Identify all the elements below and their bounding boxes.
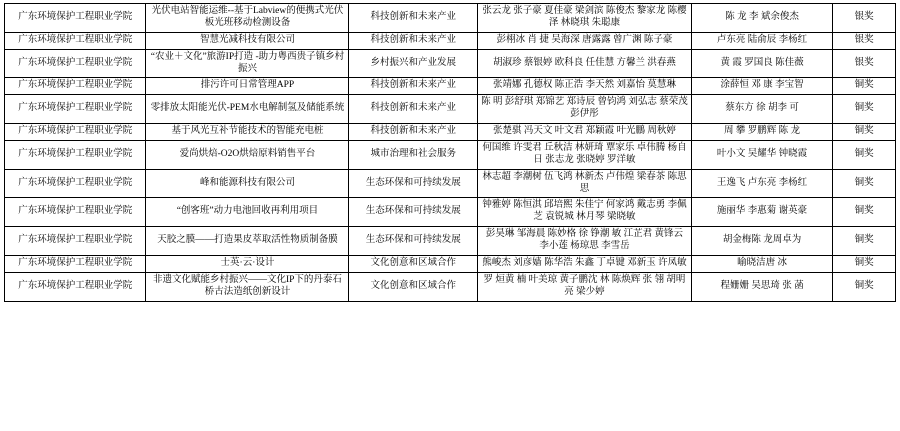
cell-teachers: 蔡东方 徐 胡李 可 — [691, 95, 832, 124]
cell-track: 文化创意和区域合作 — [349, 255, 478, 272]
cell-teachers: 涂薛恒 邓 康 李宝智 — [691, 78, 832, 95]
award-table — [4, 3, 896, 302]
cell-school: 广东环境保护工程职业学院 — [5, 78, 146, 95]
cell-students: 彭栩冰 肖 捷 吴海深 唐露露 曾广渊 陈子豪 — [478, 32, 692, 49]
cell-project: 非遗文化赋能乡村振兴——文化IP下的丹泰石桥古法造纸创新设计 — [146, 272, 349, 301]
table-row — [5, 140, 896, 169]
cell-project: 零排放太阳能光伏-PEM水电解制氢及储能系统 — [146, 95, 349, 124]
cell-students: 何国维 许雯君 丘秋洁 林妍琦 覃家乐 卓伟腾 杨自日 张志龙 张晓婷 罗洋敏 — [478, 140, 692, 169]
cell-students: 罗 烜黄 楠 叶美琼 黄子鹏沈 林 陈焕辉 张 翎 胡明亮 梁少婷 — [478, 272, 692, 301]
cell-teachers: 施丽华 李惠菊 谢英豪 — [691, 198, 832, 227]
cell-school: 广东环境保护工程职业学院 — [5, 95, 146, 124]
cell-award: 铜奖 — [833, 124, 896, 141]
cell-teachers: 程姗姗 吴思琦 张 菡 — [691, 272, 832, 301]
cell-project: 基于风光互补节能技术的智能充电桩 — [146, 124, 349, 141]
table-row — [5, 4, 896, 33]
cell-project: 士英·云·设计 — [146, 255, 349, 272]
cell-teachers: 黄 霞 罗国良 陈佳薇 — [691, 49, 832, 78]
cell-school: 广东环境保护工程职业学院 — [5, 169, 146, 198]
cell-school: 广东环境保护工程职业学院 — [5, 227, 146, 256]
table-row — [5, 198, 896, 227]
table-row — [5, 169, 896, 198]
cell-award: 铜奖 — [833, 198, 896, 227]
cell-teachers: 叶小文 吴耀华 钟晓霞 — [691, 140, 832, 169]
cell-project: 排污许可日常管理APP — [146, 78, 349, 95]
cell-students: 张靖娜 孔德权 陈正浩 李天然 刘嘉怡 莫慧琳 — [478, 78, 692, 95]
cell-students: 陈 明 彭舒琪 郑锦艺 郑诗辰 曾钧鸿 刘弘志 蔡荣茂 彭伊彤 — [478, 95, 692, 124]
cell-students: 彭昊琳 邹海晨 陈妙格 徐 铮潮 敏 江芷君 黄锋云 李小莲 杨琼思 李雪岳 — [478, 227, 692, 256]
cell-project: 光伏电站智能运维--基于Labview的便携式光伏板光班移动检测设备 — [146, 4, 349, 33]
cell-school: 广东环境保护工程职业学院 — [5, 255, 146, 272]
cell-award: 铜奖 — [833, 78, 896, 95]
cell-school: 广东环境保护工程职业学院 — [5, 140, 146, 169]
cell-track: 科技创新和未来产业 — [349, 4, 478, 33]
table-row — [5, 255, 896, 272]
table-row — [5, 95, 896, 124]
cell-track: 科技创新和未来产业 — [349, 78, 478, 95]
cell-project: “创客班”动力电池回收再利用项目 — [146, 198, 349, 227]
cell-school: 广东环境保护工程职业学院 — [5, 124, 146, 141]
cell-award: 铜奖 — [833, 227, 896, 256]
cell-project: “农业＋文化”旅游IP打造 -助力粤西贵子镇乡村振兴 — [146, 49, 349, 78]
cell-students: 张云龙 张子豪 夏佳豪 梁剑滨 陈俊杰 黎家龙 陈樱泽 林晓琪 朱聪康 — [478, 4, 692, 33]
cell-project: 爱尚烘焙-O2O烘焙原料销售平台 — [146, 140, 349, 169]
cell-track: 乡村振兴和产业发展 — [349, 49, 478, 78]
cell-track: 城市治理和社会服务 — [349, 140, 478, 169]
cell-school: 广东环境保护工程职业学院 — [5, 272, 146, 301]
cell-school: 广东环境保护工程职业学院 — [5, 4, 146, 33]
cell-award: 铜奖 — [833, 140, 896, 169]
cell-school: 广东环境保护工程职业学院 — [5, 49, 146, 78]
table-row — [5, 32, 896, 49]
cell-students: 熊峻杰 刘彦嫱 陈华浩 朱鑫 丁卓键 邓新玉 许凤敏 — [478, 255, 692, 272]
cell-teachers: 胡金梅陈 龙周卓为 — [691, 227, 832, 256]
table-row — [5, 272, 896, 301]
cell-project: 天胶之膜——打造果皮萃取活性物质制备膜 — [146, 227, 349, 256]
cell-teachers: 王逸飞 卢东亮 李杨红 — [691, 169, 832, 198]
cell-track: 科技创新和未来产业 — [349, 124, 478, 141]
cell-teachers: 卢东亮 陆俞辰 李杨红 — [691, 32, 832, 49]
table-row — [5, 124, 896, 141]
cell-teachers: 陈 龙 李 斌余俊杰 — [691, 4, 832, 33]
cell-students: 林志超 李潮树 伍飞鸿 林新杰 卢伟煌 梁春茶 陈思思 — [478, 169, 692, 198]
cell-track: 科技创新和未来产业 — [349, 32, 478, 49]
cell-track: 科技创新和未来产业 — [349, 95, 478, 124]
table-row — [5, 49, 896, 78]
cell-students: 张楚骐 冯天文 叶文君 郑颖霞 叶光鵬 周秋婷 — [478, 124, 692, 141]
cell-award: 铜奖 — [833, 272, 896, 301]
cell-award: 银奖 — [833, 32, 896, 49]
cell-students: 胡淑珍 蔡银婷 欧科良 任佳慧 方馨兰 洪春燕 — [478, 49, 692, 78]
cell-students: 钟雅婷 陈恒淇 邱培熙 朱佳宁 何家鸿 戴志勇 李佩芝 袁锐城 林月琴 梁晓敏 — [478, 198, 692, 227]
cell-award: 银奖 — [833, 49, 896, 78]
table-row — [5, 78, 896, 95]
cell-track: 文化创意和区域合作 — [349, 272, 478, 301]
cell-project: 峰和能源科技有限公司 — [146, 169, 349, 198]
cell-award: 铜奖 — [833, 95, 896, 124]
cell-award: 银奖 — [833, 4, 896, 33]
cell-school: 广东环境保护工程职业学院 — [5, 198, 146, 227]
cell-project: 智慧光减科技有限公司 — [146, 32, 349, 49]
cell-track: 生态环保和可持续发展 — [349, 198, 478, 227]
cell-award: 铜奖 — [833, 255, 896, 272]
award-table-body — [5, 4, 896, 302]
cell-teachers: 喻晓洁唐 冰 — [691, 255, 832, 272]
cell-track: 生态环保和可持续发展 — [349, 227, 478, 256]
table-row — [5, 227, 896, 256]
cell-school: 广东环境保护工程职业学院 — [5, 32, 146, 49]
cell-teachers: 周 攀 罗鹏辉 陈 龙 — [691, 124, 832, 141]
cell-track: 生态环保和可持续发展 — [349, 169, 478, 198]
cell-award: 铜奖 — [833, 169, 896, 198]
